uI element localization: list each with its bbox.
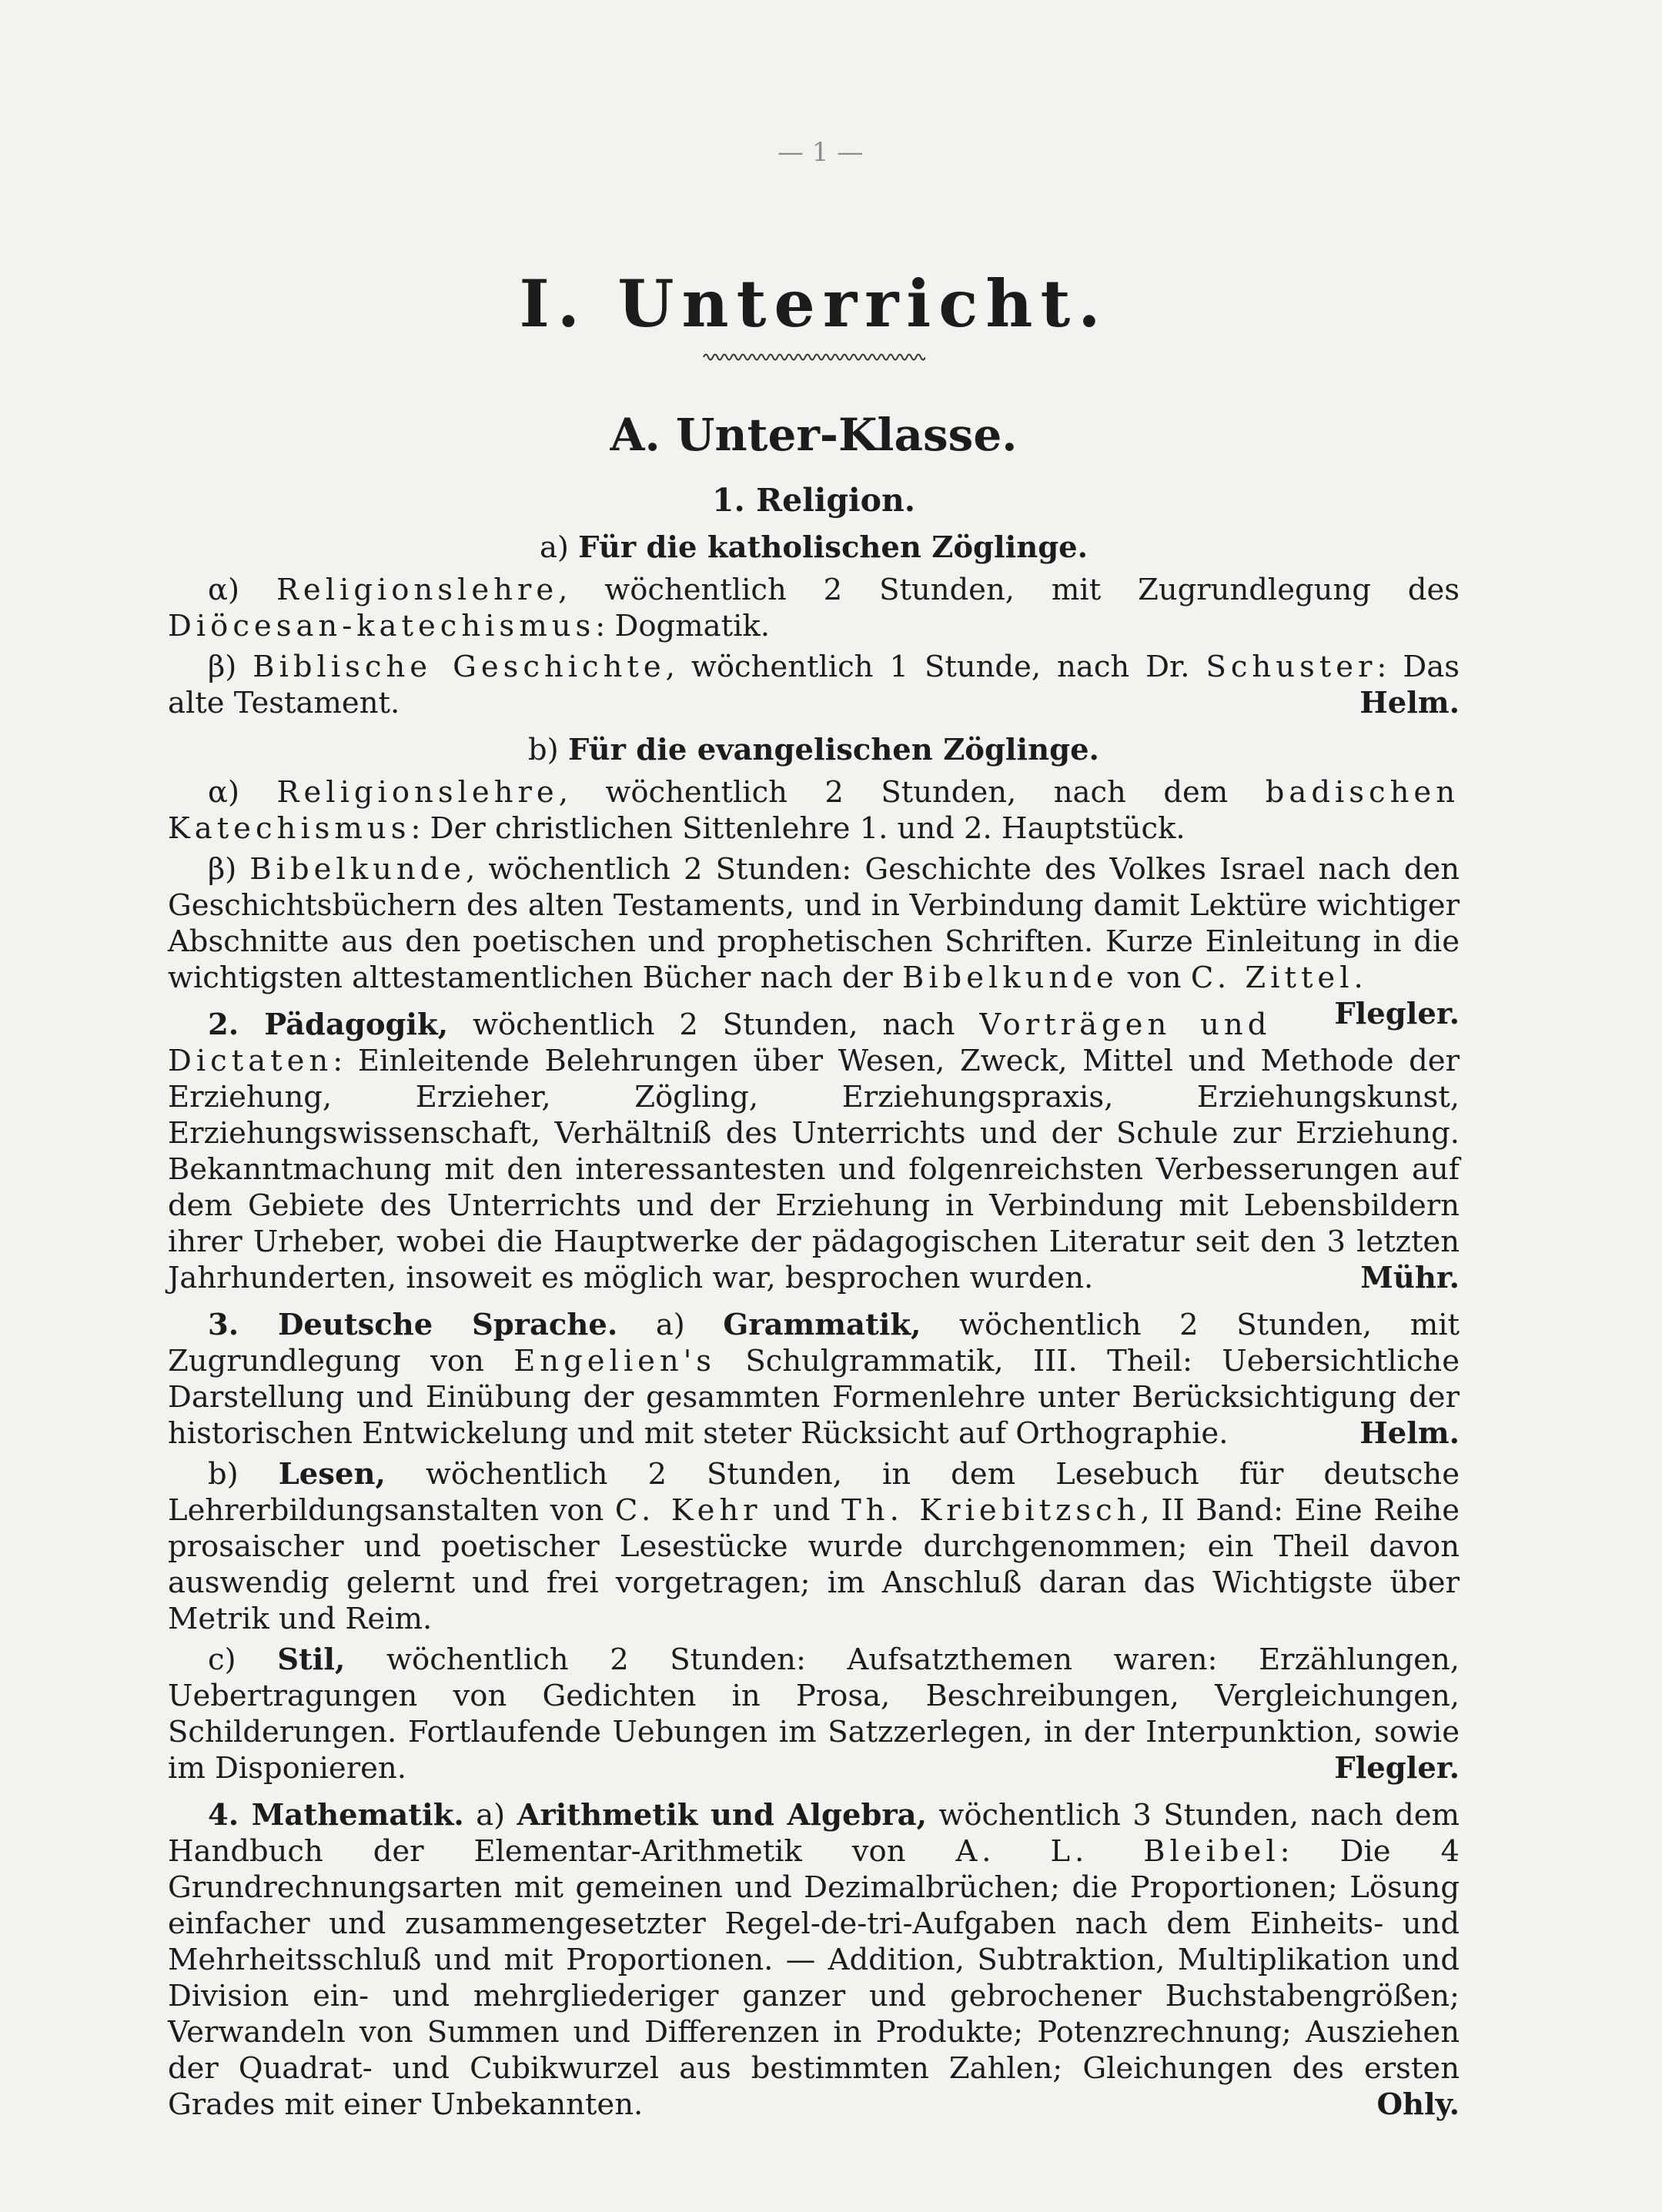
term: Bibelkunde bbox=[249, 852, 466, 887]
paragraph-catholic-biblische-geschichte bbox=[168, 649, 1460, 721]
page-title: I. Unterricht. bbox=[519, 266, 1109, 342]
subject-heading-paedagogik: 2. Pädagogik, bbox=[208, 1007, 449, 1042]
text: : Der christlichen Sittenlehre 1. und 2. Hauptstück. bbox=[410, 811, 1185, 846]
text: . bbox=[1353, 961, 1363, 995]
label: a) bbox=[476, 1798, 506, 1833]
text: Schulgrammatik, III. Theil: Uebersichtliche Darstellung und Einübung der gesammten Formenlehre unter Berücksichtigung der historischen Entwickelung und mit steter Rücksicht auf Orthographie. bbox=[168, 1344, 1460, 1451]
text: , II Band: Eine Reihe prosaischer und poetischer Lesestücke wurde durchgenommen; ein Theil davon auswendig gelernt und frei vorgetragen; im Anschluß daran das Wichtigste über Metrik und Reim. bbox=[168, 1493, 1460, 1636]
subject-heading-mathematik: 4. Mathematik. bbox=[208, 1798, 464, 1833]
reference: Diöcesan-katechismus bbox=[168, 609, 596, 643]
text: und bbox=[761, 1493, 842, 1528]
text: wöchentlich 2 Stunden: Aufsatzthemen waren: Erzählungen, Uebertragungen von Gedichten in Prosa, Beschreibungen, Vergleichungen, Schilderungen. Fortlaufende Uebungen im Satzzerlegen, in der Interpunktion, sowie im Disponieren. bbox=[168, 1642, 1460, 1786]
reference: Bibelkunde bbox=[901, 961, 1119, 995]
paragraph-deutsch-lesen bbox=[168, 1456, 1460, 1637]
author: C. Zittel bbox=[1190, 961, 1354, 995]
subheading-text: Für die evangelischen Zöglinge. bbox=[567, 733, 1099, 767]
subheading-text: Für die katholischen Zöglinge. bbox=[578, 530, 1088, 565]
author: Engelien's bbox=[513, 1344, 717, 1378]
author: A. L. Bleibel bbox=[955, 1834, 1280, 1869]
label: α) bbox=[208, 573, 240, 607]
paragraph-deutsch-stil bbox=[168, 1642, 1460, 1786]
teacher-signature: Ohly. bbox=[1376, 2087, 1460, 2122]
paragraph-mathematik bbox=[168, 1797, 1460, 2123]
term: Religionslehre bbox=[276, 573, 559, 607]
paragraph-paedagogik bbox=[168, 1007, 1460, 1296]
subheading-protestant bbox=[168, 732, 1460, 768]
label: b) bbox=[208, 1457, 239, 1492]
subsection-title: Arithmetik und Algebra, bbox=[517, 1798, 927, 1833]
label: α) bbox=[208, 775, 240, 810]
text: , wöchentlich 2 Stunden, nach dem bbox=[558, 775, 1266, 810]
subject-heading-deutsch: 3. Deutsche Sprache. bbox=[208, 1308, 618, 1342]
document-body bbox=[168, 262, 1460, 2127]
subsection-title: Stil, bbox=[277, 1642, 346, 1677]
text: wöchentlich 2 Stunden, nach bbox=[448, 1007, 980, 1042]
text: wöchentlich 2 Stunden, in dem Lesebuch für deutsche Lehrerbildungsanstalten von bbox=[168, 1457, 1460, 1528]
term: Biblische Geschichte bbox=[252, 650, 666, 684]
page-number: — 1 — bbox=[777, 137, 864, 168]
text: , wöchentlich 2 Stunden, mit Zugrundlegung des bbox=[558, 573, 1460, 607]
teacher-signature: Flegler. bbox=[1334, 997, 1460, 1031]
section-heading: A. Unter-Klasse. bbox=[610, 409, 1018, 461]
paragraph-protestant-religionslehre bbox=[168, 774, 1460, 847]
text: , wöchentlich 2 Stunden: Geschichte des Volkes Israel nach den Geschichtsbüchern des alten Testaments, und in Verbindung damit Lektüre wichtiger Abschnitte aus den poetischen und prophetischen Schriften. Kurze Einleitung in die wichtigsten alttestamentlichen Bücher nach der bbox=[168, 852, 1460, 995]
label: b) bbox=[528, 733, 559, 767]
reference: badischen Katechismus bbox=[168, 775, 1460, 846]
label: a) bbox=[655, 1308, 685, 1342]
text: : Einleitende Belehrungen über Wesen, Zweck, Mittel und Methode der Erziehung, Erzieher, Zögling, Erziehungspraxis, Erziehungskunst, Erziehungswissenschaft, Verhältniß des Unterrichts und der Schule zur Erziehung. Bekanntmachung mit den interessantesten und folgenreichsten Verbesserungen auf dem Gebiete des Unterrichts und der Erziehung in Verbindung mit Lebensbildern ihrer Urheber, wobei die Hauptwerke der pädagogischen Literatur seit den 3 letzten Jahrhunderten, insoweit es möglich war, besprochen wurden. bbox=[168, 1044, 1460, 1295]
title-divider-ornament bbox=[702, 349, 925, 365]
text: von bbox=[1118, 961, 1191, 995]
text: : Dogmatik. bbox=[595, 609, 770, 643]
subject-heading-religion: 1. Religion. bbox=[711, 482, 916, 519]
term: Vorträgen und Dictaten bbox=[168, 1007, 1272, 1078]
teacher-signature: Helm. bbox=[1359, 1416, 1460, 1451]
paragraph-deutsch-grammatik bbox=[168, 1307, 1460, 1452]
label: c) bbox=[208, 1642, 236, 1677]
label: β) bbox=[208, 852, 237, 887]
author: Th. Kriebitzsch bbox=[841, 1493, 1141, 1528]
teacher-signature: Flegler. bbox=[1334, 1751, 1460, 1786]
text: wöchentlich 3 Stunden, nach dem Handbuch der Elementar-Arithmetik von bbox=[168, 1798, 1460, 1869]
label: β) bbox=[208, 650, 237, 684]
subheading-catholic bbox=[168, 530, 1460, 566]
author: C. Kehr bbox=[614, 1493, 762, 1528]
subsection-title: Lesen, bbox=[278, 1457, 386, 1492]
teacher-signature: Helm. bbox=[1359, 686, 1460, 720]
label: a) bbox=[539, 530, 569, 565]
text: , wöchentlich 1 Stunde, nach Dr. bbox=[665, 650, 1206, 684]
author: Schuster bbox=[1206, 650, 1377, 684]
text: : Die 4 Grundrechnungsarten mit gemeinen und Dezimalbrüchen; die Proportionen; Lösung einfacher und zusammengesetzter Regel-de-tri-Aufgaben nach dem Einheits- und Mehrheitsschluß und mit Proportionen. — Addition, Subtraktion, Multiplikation und Division ein- und mehrgliederiger ganzer und gebrochener Buchstabengrößen; Verwandeln von Summen und Differenzen in Produkte; Potenzrechnung; Ausziehen der Quadrat- und Cubikwurzel aus bestimmten Zahlen; Gleichungen des ersten Grades mit einer Unbekannten. bbox=[168, 1834, 1460, 2122]
text: wöchentlich 2 Stunden, mit Zugrundlegung von bbox=[168, 1308, 1460, 1378]
subsection-title: Grammatik, bbox=[723, 1308, 921, 1342]
teacher-signature: Mühr. bbox=[1360, 1261, 1460, 1295]
paragraph-catholic-religionslehre bbox=[168, 572, 1460, 644]
text: : Das alte Testament. bbox=[168, 650, 1460, 720]
term: Religionslehre bbox=[276, 775, 559, 810]
